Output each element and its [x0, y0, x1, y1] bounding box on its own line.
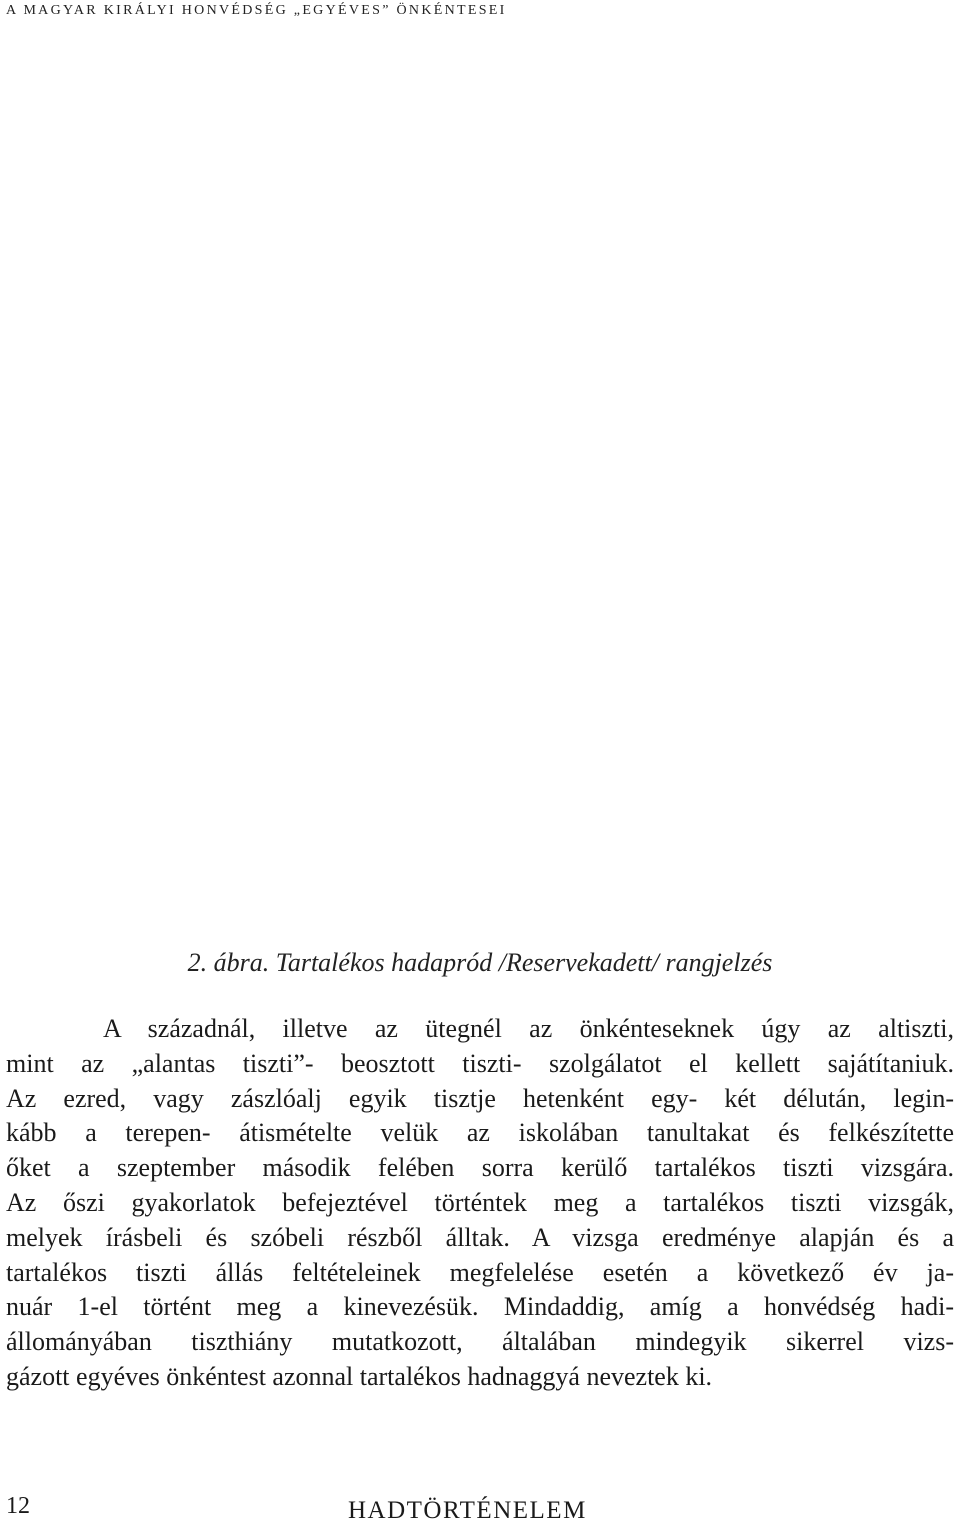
body-line: tartalékos tiszti állás feltételeinek megfelelése esetén a következő év ja-	[6, 1257, 954, 1287]
body-line: mint az „alantas tiszti”- beosztott tiszti- szolgálatot el kellett sajátítaniuk.	[6, 1048, 954, 1078]
page-number: 12	[6, 1493, 30, 1519]
body-line: Az ezred, vagy zászlóalj egyik tisztje hetenként egy- két délután, legin-	[6, 1083, 954, 1113]
body-line: Az őszi gyakorlatok befejeztével történtek meg a tartalékos tiszti vizsgák,	[6, 1187, 954, 1217]
running-header: A MAGYAR KIRÁLYI HONVÉDSÉG „EGYÉVES” ÖNKÉNTESEI	[6, 3, 507, 18]
body-line: melyek írásbeli és szóbeli részből álltak. A vizsga eredménye alapján és a	[6, 1222, 954, 1252]
body-line: állományában tiszthiány mutatkozott, általában mindegyik sikerrel vizs-	[6, 1327, 954, 1357]
body-line: gázott egyéves önkéntest azonnal tartalékos hadnaggyá neveztek ki.	[6, 1361, 713, 1391]
body-line: nuár 1-el történt meg a kinevezésük. Mindaddig, amíg a honvédség hadi-	[6, 1292, 954, 1322]
body-text	[6, 1012, 954, 1395]
body-line: őket a szeptember második felében sorra kerülő tartalékos tiszti vizsgára.	[6, 1153, 954, 1183]
body-line: A századnál, illetve az ütegnél az önkénteseknek úgy az altiszti,	[103, 1014, 954, 1043]
body-line: kább a terepen- átismételte velük az iskolában tanultakat és felkészítette	[6, 1118, 954, 1148]
figure-caption: 2. ábra. Tartalékos hadapród /Reservekadett/ rangjelzés	[187, 948, 773, 977]
figure-area	[0, 40, 960, 940]
journal-name: HADTÖRTÉNELEM	[348, 1497, 587, 1524]
